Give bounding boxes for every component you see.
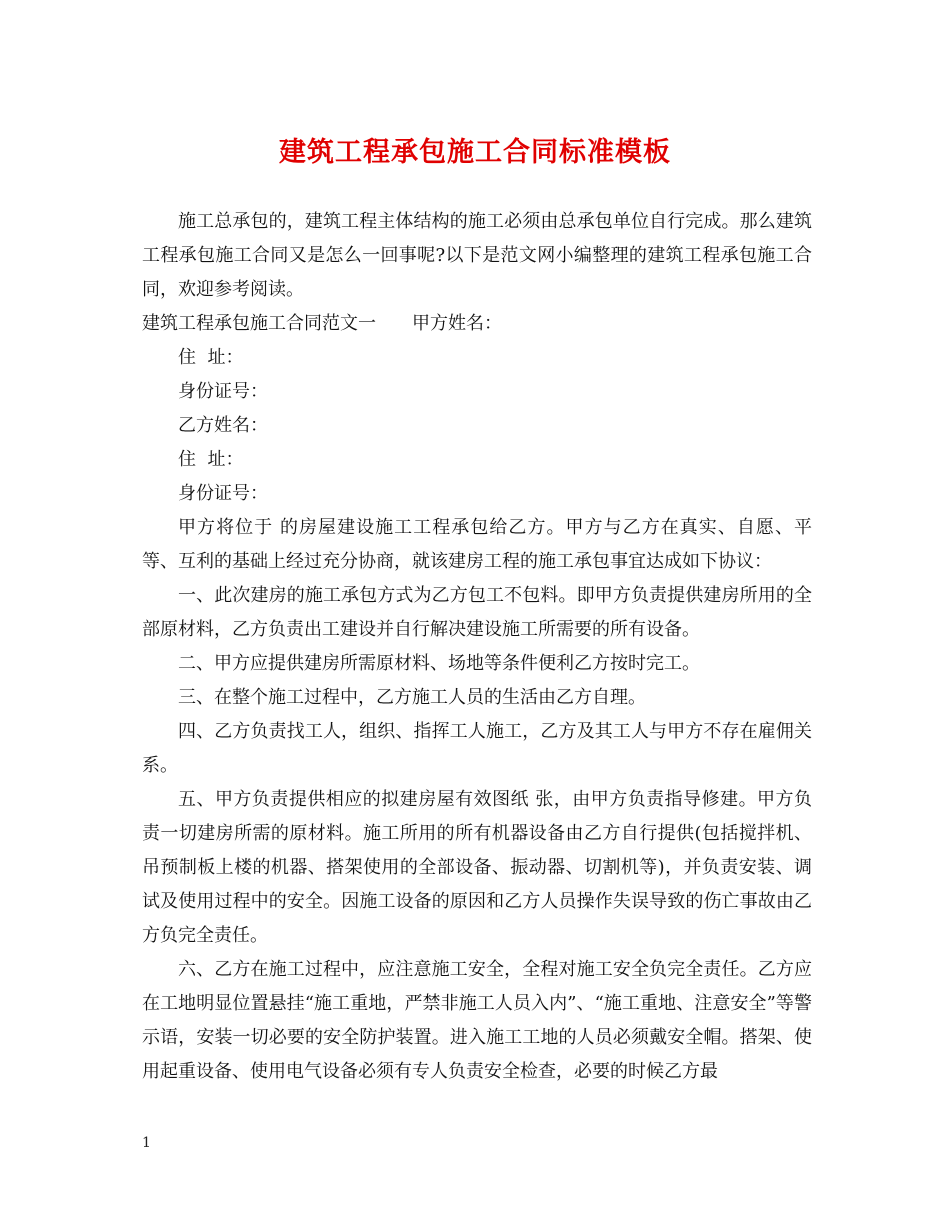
party-a-id-label: 身份证号： [178,381,268,402]
party-b-id-label: 身份证号： [178,483,268,504]
document-body [142,205,812,1089]
page-number: 1 [142,1135,151,1151]
party-b-address-label: 住 址： [178,449,244,470]
document-title: 建筑工程承包施工合同标准模板 [279,137,671,168]
section-heading-line [142,307,812,341]
clause-paragraph: 二、甲方应提供建房所需原材料、场地等条件便利乙方按时完工。 [178,653,700,674]
party-a-name-label: 甲方姓名： [412,313,502,334]
party-a-address-label: 住 址： [178,347,244,368]
clause-paragraph: 一、此次建房的施工承包方式为乙方包工不包料。即甲方负责提供建房所用的全部原材料，乙方负责出工建设并自行解决建设施工所需要的所有设备。 [142,585,812,640]
clause-paragraph: 甲方将位于 的房屋建设施工工程承包给乙方。甲方与乙方在真实、自愿、平等、互利的基础上经过充分协商，就该建房工程的施工承包事宜达成如下协议： [142,517,812,572]
section-heading: 建筑工程承包施工合同范文一 [142,313,376,334]
intro-paragraph: 施工总承包的，建筑工程主体结构的施工必须由总承包单位自行完成。那么建筑工程承包施工合同又是怎么一回事呢?以下是范文网小编整理的建筑工程承包施工合同，欢迎参考阅读。 [142,211,812,300]
clause-paragraph: 三、在整个施工过程中，乙方施工人员的生活由乙方自理。 [178,687,646,708]
clause-paragraph: 五、甲方负责提供相应的拟建房屋有效图纸 张，由甲方负责指导修建。甲方负责一切建房所需的原材料。施工所用的所有机器设备由乙方自行提供(包括搅拌机、吊预制板上楼的机器、搭架使用的全部设备、振动器、切割机等)，并负责安装、调试及使用过程中的安全。因施工设备的原因和乙方人员操作失误导致的伤亡事故由乙方负完全责任。 [142,789,812,946]
clause-paragraph: 六、乙方在施工过程中，应注意施工安全，全程对施工安全负完全责任。乙方应在工地明显位置悬挂“施工重地，严禁非施工人员入内”、“施工重地、注意安全”等警示语，安装一切必要的安全防护装置。进入施工工地的人员必须戴安全帽。搭架、使用起重设备、使用电气设备必须有专人负责安全检查，必要的时候乙方最 [142,959,812,1082]
clause-paragraph: 四、乙方负责找工人，组织、指挥工人施工，乙方及其工人与甲方不存在雇佣关系。 [142,721,812,776]
party-b-name-label: 乙方姓名： [178,415,268,436]
